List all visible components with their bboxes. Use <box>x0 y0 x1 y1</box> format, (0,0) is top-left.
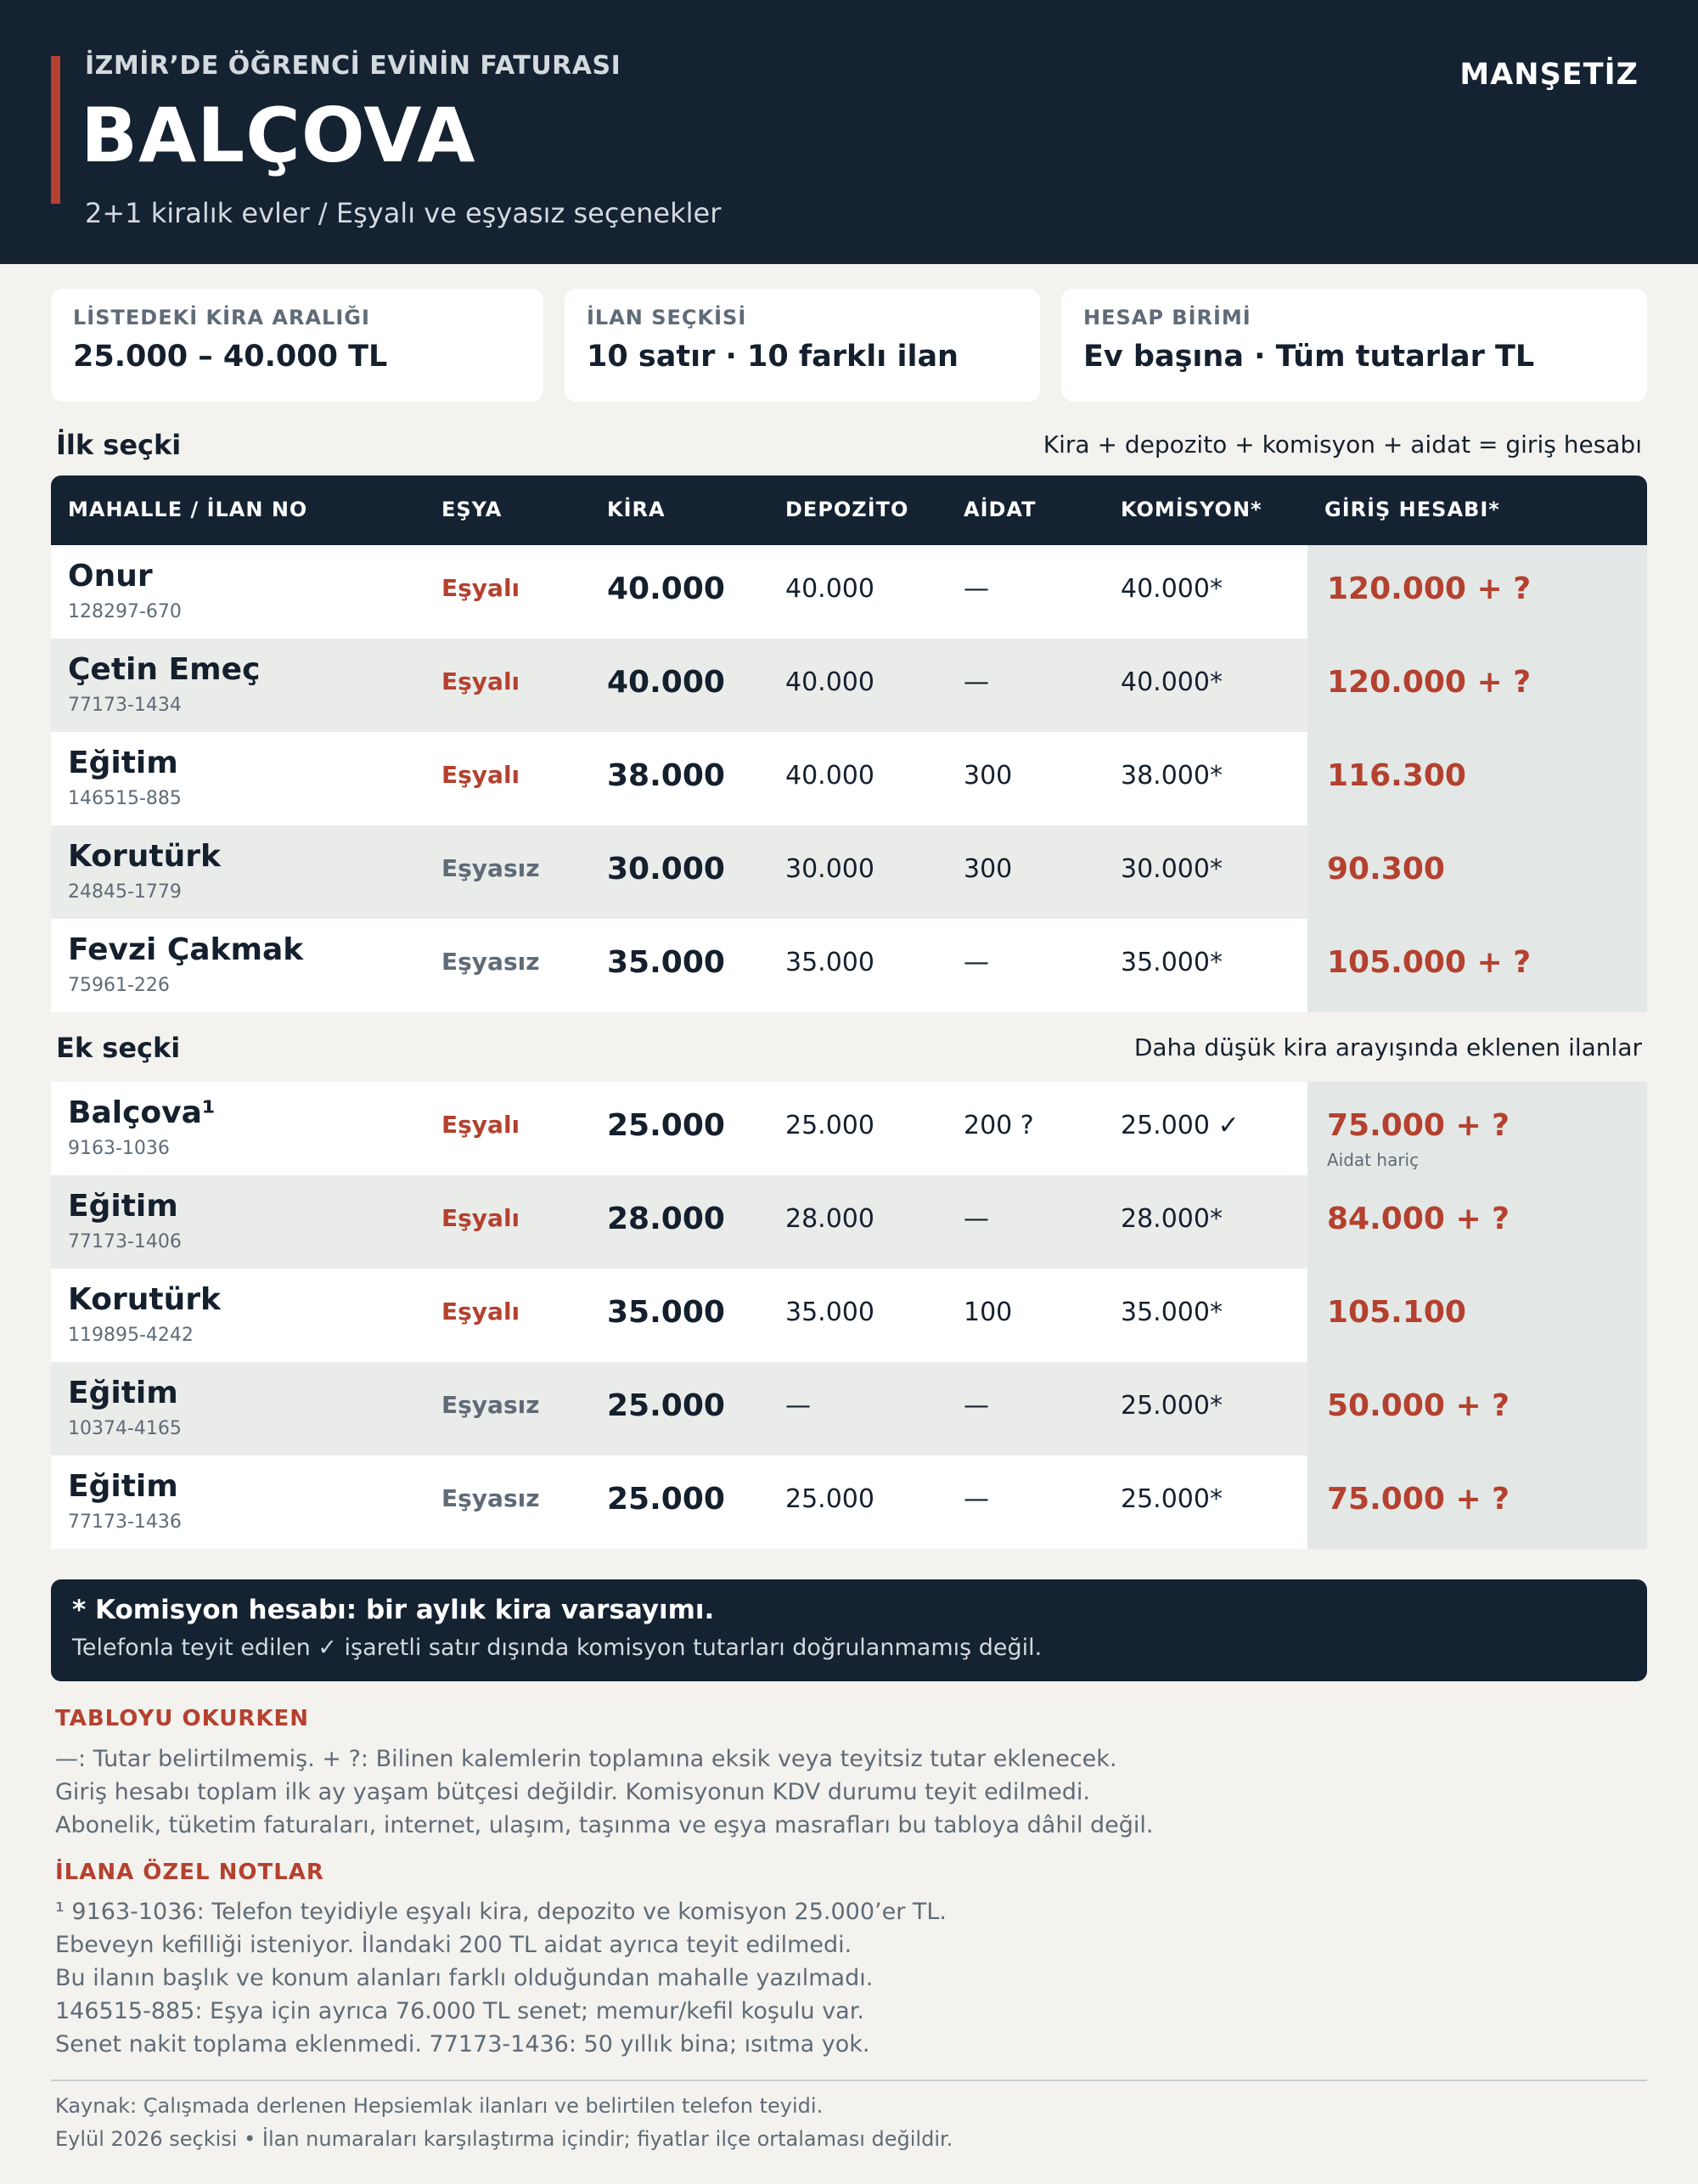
furnishing-status: Eşyasız <box>441 854 540 882</box>
listing-id: 10374-4165 <box>68 1418 182 1439</box>
rent-value: 35.000 <box>607 1295 725 1330</box>
rent-value: 25.000 <box>607 1482 725 1517</box>
column-header-furnishing: EŞYA <box>441 498 503 521</box>
dues-value: — <box>964 948 989 977</box>
neighborhood-name: Eğitim <box>68 1376 178 1410</box>
commission-value: 40.000* <box>1121 574 1223 604</box>
entry-total-value: 90.300 <box>1327 852 1445 887</box>
furnishing-status: Eşyalı <box>441 1111 520 1139</box>
deposit-value: 25.000 <box>785 1111 874 1140</box>
rent-value: 28.000 <box>607 1202 725 1236</box>
deposit-value: 40.000 <box>785 761 874 791</box>
neighborhood-name: Eğitim <box>68 1189 178 1224</box>
commission-value: 25.000* <box>1121 1484 1223 1514</box>
entry-total-value: 120.000 + ? <box>1327 571 1532 606</box>
neighborhood-name: Eğitim <box>68 746 178 780</box>
deposit-value: 25.000 <box>785 1484 874 1514</box>
table-row <box>51 1175 1647 1269</box>
reading-heading: TABLOYU OKURKEN <box>55 1706 310 1731</box>
special-notes-heading: İLANA ÖZEL NOTLAR <box>55 1860 324 1885</box>
reading-line: —: Tutar belirtilmemiş. + ?: Bilinen kalemlerin toplamına eksik veya teyitsiz tutar eklenecek. <box>55 1746 1117 1772</box>
commission-value: 35.000* <box>1121 948 1223 977</box>
commission-value: 38.000* <box>1121 761 1223 791</box>
entry-total-value: 84.000 + ? <box>1327 1202 1510 1236</box>
section-note-extra: Daha düşük kira arayışında eklenen ilanlar <box>1133 1033 1642 1061</box>
deposit-value: 40.000 <box>785 667 874 697</box>
listing-id: 75961-226 <box>68 975 170 996</box>
rent-value: 40.000 <box>607 665 725 700</box>
deposit-value: 35.000 <box>785 1297 874 1327</box>
commission-footnote-box <box>51 1579 1647 1681</box>
accent-bar <box>51 56 60 204</box>
commission-value: 40.000* <box>1121 667 1223 697</box>
special-note-line: 146515-885: Eşya için ayrıca 76.000 TL senet; memur/kefil koşulu var. <box>55 1998 864 2024</box>
rent-value: 35.000 <box>607 945 725 980</box>
listing-id: 9163-1036 <box>68 1138 170 1159</box>
dues-value: — <box>964 1391 989 1421</box>
furnishing-status: Eşyasız <box>441 1391 540 1419</box>
page-subtitle: 2+1 kiralık evler / Eşyalı ve eşyasız seçenekler <box>85 197 722 229</box>
column-header-commission: KOMİSYON* <box>1121 498 1262 521</box>
commission-value: 25.000* <box>1121 1391 1223 1421</box>
deposit-value: — <box>785 1391 811 1421</box>
card-value: 25.000 – 40.000 TL <box>73 340 388 374</box>
page-title: BALÇOVA <box>81 92 476 179</box>
furnishing-status: Eşyalı <box>441 667 520 695</box>
summary-card-rent-range <box>51 289 543 402</box>
rent-value: 30.000 <box>607 852 725 887</box>
table-header <box>51 476 1647 545</box>
reading-line: Abonelik, tüketim faturaları, internet, ulaşım, taşınma ve eşya masrafları bu tabloya dâhil değil. <box>55 1812 1154 1838</box>
card-label: LİSTEDEKİ KİRA ARALIĞI <box>73 306 370 329</box>
listing-id: 77173-1434 <box>68 695 182 716</box>
entry-total-value: 120.000 + ? <box>1327 665 1532 700</box>
entry-total-value: 105.000 + ? <box>1327 945 1532 980</box>
special-note-line: Ebeveyn kefilliği isteniyor. İlandaki 200 TL aidat ayrıca teyit edilmedi. <box>55 1932 852 1958</box>
table-row <box>51 919 1647 1012</box>
divider <box>51 2080 1647 2081</box>
special-note-line: Bu ilanın başlık ve konum alanları farklı olduğundan mahalle yazılmadı. <box>55 1965 874 1991</box>
table-row <box>51 545 1647 639</box>
neighborhood-name: Eğitim <box>68 1469 178 1504</box>
neighborhood-name: Onur <box>68 559 153 594</box>
commission-value: 28.000* <box>1121 1204 1223 1234</box>
listing-id: 77173-1436 <box>68 1511 182 1533</box>
furnishing-status: Eşyasız <box>441 1484 540 1512</box>
source-line: Kaynak: Çalışmada derlenen Hepsiemlak ilanları ve belirtilen telefon teyidi. <box>55 2094 824 2118</box>
furnishing-status: Eşyalı <box>441 574 520 602</box>
listing-id: 128297-670 <box>68 601 182 622</box>
listing-id: 77173-1406 <box>68 1231 182 1252</box>
deposit-value: 40.000 <box>785 574 874 604</box>
source-date-line: Eylül 2026 seçkisi • İlan numaraları karşılaştırma içindir; fiyatlar ilçe ortalaması değildir. <box>55 2127 953 2151</box>
card-value: 10 satır · 10 farklı ilan <box>587 340 959 374</box>
deposit-value: 35.000 <box>785 948 874 977</box>
card-label: İLAN SEÇKİSİ <box>587 306 747 329</box>
neighborhood-name: Korutürk <box>68 839 221 874</box>
rent-value: 40.000 <box>607 571 725 606</box>
neighborhood-name: Korutürk <box>68 1282 221 1317</box>
header-banner <box>0 0 1698 264</box>
reading-notes <box>55 1742 1634 1842</box>
header-kicker: İZMİR’DE ÖĞRENCİ EVİNİN FATURASI <box>85 51 621 81</box>
deposit-value: 28.000 <box>785 1204 874 1234</box>
table-row <box>51 732 1647 825</box>
commission-value: 35.000* <box>1121 1297 1223 1327</box>
furnishing-status: Eşyasız <box>441 948 540 976</box>
deposit-value: 30.000 <box>785 854 874 884</box>
dues-value: 200 ? <box>964 1111 1034 1140</box>
column-header-dues: AİDAT <box>964 498 1037 521</box>
dues-value: — <box>964 1204 989 1234</box>
card-value: Ev başına · Tüm tutarlar TL <box>1083 340 1535 374</box>
dues-value: — <box>964 1484 989 1514</box>
section-title-first: İlk seçki <box>56 429 182 461</box>
entry-total-value: 105.100 <box>1327 1295 1466 1330</box>
dues-value: 300 <box>964 854 1013 884</box>
entry-total-value: 75.000 + ? <box>1327 1108 1510 1143</box>
furnishing-status: Eşyalı <box>441 1297 520 1326</box>
commission-value: 30.000* <box>1121 854 1223 884</box>
dues-value: — <box>964 667 989 697</box>
entry-total-value: 50.000 + ? <box>1327 1388 1510 1423</box>
special-note-line: Senet nakit toplama eklenmedi. 77173-1436: 50 yıllık bina; ısıtma yok. <box>55 2031 870 2057</box>
table-row <box>51 1455 1647 1549</box>
dues-value: 300 <box>964 761 1013 791</box>
section-title-extra: Ek seçki <box>56 1032 181 1064</box>
column-header-deposit: DEPOZİTO <box>785 498 909 521</box>
special-notes <box>55 1895 1634 2061</box>
table-row <box>51 825 1647 919</box>
neighborhood-name: Fevzi Çakmak <box>68 932 304 967</box>
brand-logo: MANŞETİZ <box>1459 58 1639 92</box>
listing-id: 24845-1779 <box>68 881 182 903</box>
furnishing-status: Eşyalı <box>441 761 520 789</box>
entry-total-note: Aidat hariç <box>1327 1150 1420 1170</box>
entry-total-value: 116.300 <box>1327 758 1466 793</box>
rent-value: 25.000 <box>607 1108 725 1143</box>
commission-value: 25.000 ✓ <box>1121 1111 1240 1140</box>
summary-card-selection <box>565 289 1040 402</box>
footnote-text: Telefonla teyit edilen ✓ işaretli satır dışında komisyon tutarları doğrulanmamış değil. <box>72 1635 1043 1661</box>
neighborhood-name: Balçova¹ <box>68 1095 216 1130</box>
rent-value: 25.000 <box>607 1388 725 1423</box>
section-note-formula: Kira + depozito + komisyon + aidat = giriş hesabı <box>1043 431 1642 459</box>
card-label: HESAP BİRİMİ <box>1083 306 1251 329</box>
column-header-rent: KİRA <box>607 498 666 521</box>
furnishing-status: Eşyalı <box>441 1204 520 1232</box>
summary-card-unit <box>1061 289 1647 402</box>
neighborhood-name: Çetin Emeç <box>68 652 261 687</box>
listing-id: 146515-885 <box>68 788 182 809</box>
footnote-title: * Komisyon hesabı: bir aylık kira varsayımı. <box>72 1595 715 1625</box>
special-note-line: ¹ 9163-1036: Telefon teyidiyle eşyalı kira, depozito ve komisyon 25.000’er TL. <box>55 1899 947 1925</box>
table-row <box>51 639 1647 732</box>
entry-total-value: 75.000 + ? <box>1327 1482 1510 1517</box>
dues-value: 100 <box>964 1297 1013 1327</box>
rent-value: 38.000 <box>607 758 725 793</box>
column-header-entry-total: GİRİŞ HESABI* <box>1324 498 1500 521</box>
column-header-neighborhood: MAHALLE / İLAN NO <box>68 498 308 521</box>
table-row <box>51 1269 1647 1362</box>
listing-id: 119895-4242 <box>68 1325 194 1346</box>
table-row <box>51 1362 1647 1455</box>
reading-line: Giriş hesabı toplam ilk ay yaşam bütçesi değildir. Komisyonun KDV durumu teyit edilmedi. <box>55 1779 1090 1805</box>
table-row <box>51 1082 1647 1175</box>
dues-value: — <box>964 574 989 604</box>
